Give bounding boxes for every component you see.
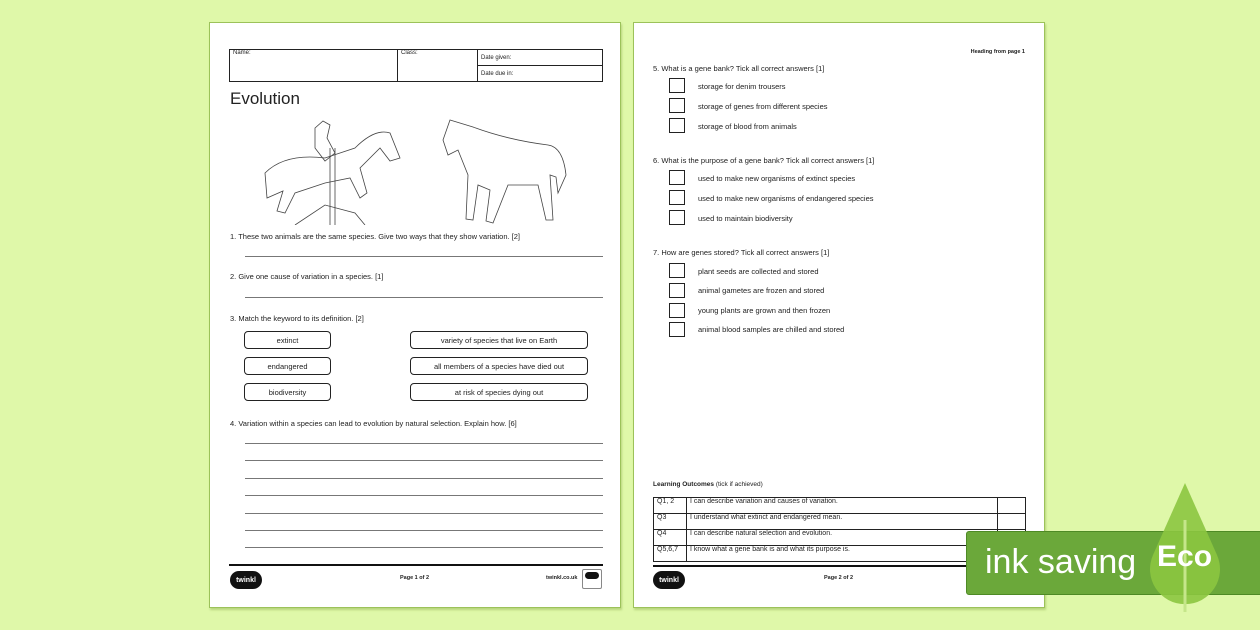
tick-cell[interactable] bbox=[998, 514, 1026, 530]
outcomes-note: (tick if achieved) bbox=[715, 481, 763, 488]
outcome-question: Q1, 2 bbox=[654, 498, 687, 514]
answer-line[interactable] bbox=[245, 495, 603, 496]
outcome-text: I can describe natural selection and evolution. bbox=[687, 530, 998, 546]
option-label: used to make new organisms of endangered species bbox=[698, 194, 874, 203]
keyword-box[interactable]: biodiversity bbox=[244, 383, 331, 401]
table-row bbox=[654, 498, 1026, 514]
twinkl-logo: twinkl bbox=[653, 571, 685, 589]
name-field[interactable]: Name: bbox=[230, 50, 398, 82]
answer-line[interactable] bbox=[245, 547, 603, 548]
checkbox[interactable] bbox=[669, 322, 685, 337]
checkbox[interactable] bbox=[669, 78, 685, 93]
horse-standing-illustration bbox=[438, 115, 578, 225]
answer-line[interactable] bbox=[245, 478, 603, 479]
answer-line[interactable] bbox=[245, 513, 603, 514]
worksheet-page-1 bbox=[209, 22, 621, 608]
definition-box[interactable]: at risk of species dying out bbox=[410, 383, 588, 401]
option-label: storage for denim trousers bbox=[698, 82, 786, 91]
site-link[interactable]: twinkl.co.uk bbox=[546, 575, 578, 581]
tick-cell[interactable] bbox=[998, 498, 1026, 514]
keyword-box[interactable]: endangered bbox=[244, 357, 331, 375]
eco-label: Eco bbox=[1157, 540, 1213, 573]
option-label: storage of genes from different species bbox=[698, 102, 828, 111]
checkbox[interactable] bbox=[669, 98, 685, 113]
question-6: 6. What is the purpose of a gene bank? Tick all correct answers [1] bbox=[653, 156, 875, 165]
question-2: 2. Give one cause of variation in a species. [1] bbox=[230, 272, 384, 281]
option-label: plant seeds are collected and stored bbox=[698, 267, 819, 276]
outcome-text: I know what a gene bank is and what its purpose is. bbox=[687, 546, 998, 562]
question-4: 4. Variation within a species can lead to evolution by natural selection. Explain how. [6] bbox=[230, 419, 517, 428]
answer-line[interactable] bbox=[245, 460, 603, 461]
answer-line[interactable] bbox=[245, 443, 603, 444]
checkbox[interactable] bbox=[669, 263, 685, 278]
keyword-box[interactable]: extinct bbox=[244, 331, 331, 349]
outcome-text: I can describe variation and causes of variation. bbox=[687, 498, 998, 514]
option-label: used to maintain biodiversity bbox=[698, 214, 793, 223]
learning-outcomes-heading bbox=[653, 481, 763, 488]
answer-line[interactable] bbox=[245, 256, 603, 257]
question-7: 7. How are genes stored? Tick all correct answers [1] bbox=[653, 248, 830, 257]
footer-divider bbox=[229, 564, 603, 566]
worksheet-page-2 bbox=[633, 22, 1045, 608]
option-label: animal gametes are frozen and stored bbox=[698, 286, 825, 295]
horse-jumping-illustration bbox=[255, 113, 405, 225]
outcomes-title: Learning Outcomes bbox=[653, 481, 715, 488]
ink-saving-label: ink saving bbox=[985, 543, 1137, 581]
page-number: Page 2 of 2 bbox=[824, 575, 854, 581]
quality-badge-icon bbox=[582, 569, 602, 589]
checkbox[interactable] bbox=[669, 283, 685, 298]
outcome-text: I understand what extinct and endangered mean. bbox=[687, 514, 998, 530]
twinkl-logo: twinkl bbox=[230, 571, 262, 589]
page-title: Evolution bbox=[230, 89, 300, 108]
option-label: young plants are grown and then frozen bbox=[698, 306, 831, 315]
outcome-question: Q5,6,7 bbox=[654, 546, 687, 562]
checkbox[interactable] bbox=[669, 190, 685, 205]
question-5: 5. What is a gene bank? Tick all correct answers [1] bbox=[653, 64, 825, 73]
option-label: used to make new organisms of extinct species bbox=[698, 174, 856, 183]
answer-line[interactable] bbox=[245, 297, 603, 298]
student-info-table bbox=[229, 49, 603, 82]
option-label: animal blood samples are chilled and stored bbox=[698, 325, 845, 334]
question-1: 1. These two animals are the same species. Give two ways that they show variation. [2] bbox=[230, 232, 520, 241]
question-3: 3. Match the keyword to its definition. [2] bbox=[230, 314, 364, 323]
date-due-field[interactable]: Date due in: bbox=[478, 66, 603, 82]
class-field[interactable]: Class: bbox=[398, 50, 478, 82]
outcome-question: Q3 bbox=[654, 514, 687, 530]
checkbox[interactable] bbox=[669, 118, 685, 133]
checkbox[interactable] bbox=[669, 210, 685, 225]
answer-line[interactable] bbox=[245, 530, 603, 531]
page-heading: Heading from page 1 bbox=[970, 49, 1025, 55]
definition-box[interactable]: variety of species that live on Earth bbox=[410, 331, 588, 349]
page-number: Page 1 of 2 bbox=[400, 575, 430, 581]
date-given-field[interactable]: Date given: bbox=[478, 50, 603, 66]
table-row bbox=[654, 514, 1026, 530]
checkbox[interactable] bbox=[669, 170, 685, 185]
checkbox[interactable] bbox=[669, 303, 685, 318]
definition-box[interactable]: all members of a species have died out bbox=[410, 357, 588, 375]
outcome-question: Q4 bbox=[654, 530, 687, 546]
option-label: storage of blood from animals bbox=[698, 122, 797, 131]
